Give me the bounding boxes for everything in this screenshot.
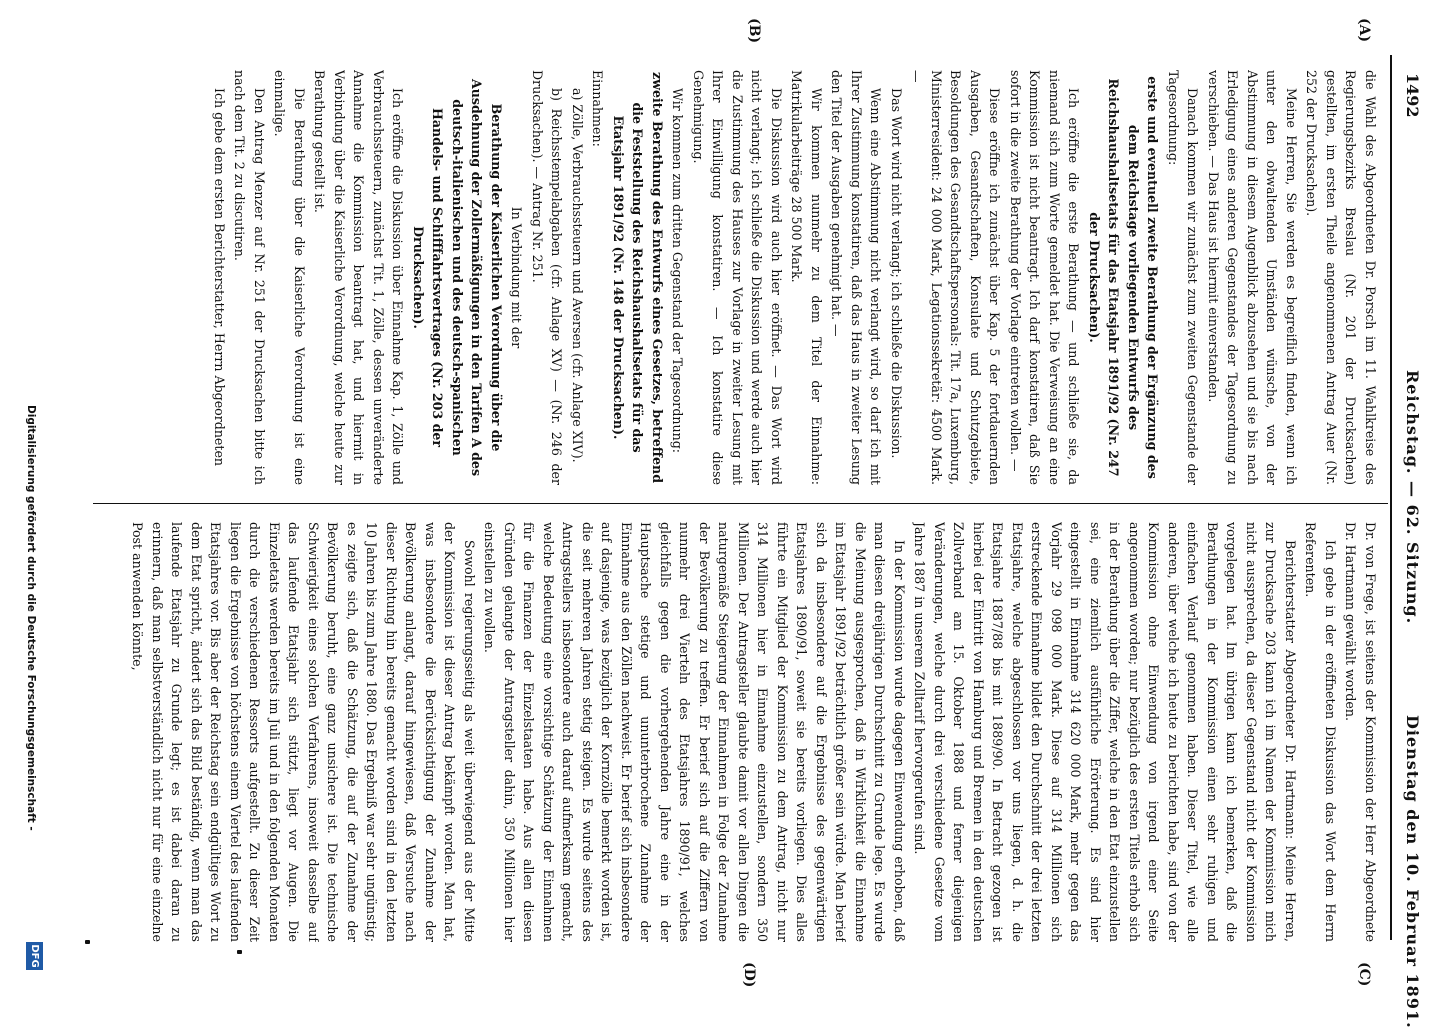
dfg-logo: DFG <box>26 942 43 970</box>
margin-marker-c: (C) <box>1356 962 1372 987</box>
paragraph: Wir kommen nunmehr zu dem Titel der Einnahme: Matrikularbeiträge 28 500 Mark. <box>789 70 824 485</box>
session-date: Dienstag den 10. Februar 1891. <box>1403 715 1422 1029</box>
margin-marker-d: (D) <box>741 962 757 988</box>
agenda-item-heading: erste und eventuell zweite Berathung der Ergänzung des dem Reichstage vorliegenden Entwurfs des Reichshaushaltsetats für das Etatsjahr 1891/92 (Nr. 247 der Drucksachen). <box>1087 76 1161 479</box>
paragraph: Ich eröffne die Diskussion über Einnahme Kap. 1, Zölle und Verbrauchssteuern, zunächst Tit. 1, Zölle, dessen unveränderte Annahme die Kommission beantragt hat, und hiermit in Verbindung über die Kaiserliche Verordnung, welche heute zur Berathung gestellt ist. <box>312 70 406 485</box>
margin-marker-a: (A) <box>1356 18 1372 43</box>
scan-speck <box>237 950 242 954</box>
digitization-note: Digitalisierung gefördert durch die Deutsche Forschungsgemeinschaft - <box>25 405 37 831</box>
list-item: a) Zölle, Verbrauchssteuern und Aversen (cfr. Anlage XIV). <box>570 88 585 463</box>
agenda-item-heading: zweite Berathung des Entwurfs eines Gesetzes, betreffend die Feststellung des Reichshaushaltsetats für das Etatsjahr 1891/92 (Nr. 148 der Drucksachen). <box>611 71 665 484</box>
paragraph: Berichterstatter Abgeordneter Dr. Hartmann: Meine Herren, zur Drucksache 203 kann ich im Namen der Kommission mich nicht aussprechen, da dieser Gegenstand nicht der Kommission vorgelegen hat. Im übrigen kann ich bemerken, daß die Berathungen in der Kommission einen sehr ruhigen und einfachen Verlauf genommen haben. Dieser Titel, wie alle anderen, über welche ich heute zu berichten habe, sind von der Kommission ohne Einwendung von irgend einer Seite angenommen worden; nur bezüglich des ersten Titels erhob sich in der Berathung über die Ziffer, welche in den Etat einzustellen sei, eine ziemlich ausführliche Erörterung. Es sind hier eingestellt in Einnahme 314 620 000 Mark, mehr gegen das Vorjahr 29 098 000 Mark. Diese auf 314 Millionen sich erstreckende Einnahme bildet den Durchschnitt der drei letzten Etatsjahre, welche abgeschlossen vor uns liegen, d. h. die Etatsjahre 1887/88 bis mit 1889/90. In Betracht gezogen ist hierbei der Eintritt von Hamburg und Bremen in den deutschen Zollverband am 15. Oktober 1888 und ferner diejenigen Veränderungen, welche durch drei verschiedene Gesetze vom Jahre 1887 in unserem Zolltarif hervorgerufen sind. <box>912 522 1298 942</box>
paragraph: Das Wort wird nicht verlangt; ich schließe die Diskussion. <box>889 88 904 459</box>
paragraph: Die Berathung über die Kaiserliche Verordnung ist eine einmalige. <box>272 70 307 485</box>
paragraph: Diese eröffne ich zunächst über Kap. 5 der fortdauernden Ausgaben, Gesandtschaften, Konsulate und Schutzgebiete, Besoldungen des Gesandtschaftspersonals: Tit. 17a, Luxemburg, Ministerresident: 24 000 Mark, Legationssekretär: 4500 Mark. — <box>909 70 1003 485</box>
paragraph: In Verbindung mit der <box>509 206 525 349</box>
paragraph: Meine Herren, Sie werden es begreiflich finden, wenn ich unter den obwaltenden Umständen wünsche, von der Abstimmung in diesem Augenblick abzusehen und sie bis nach Erledigung eines anderen Gegenstandes der Tagesordnung zu verschieben. — Das Haus ist hiermit einverstanden. <box>1206 70 1299 485</box>
paragraph: Wir kommen zum dritten Gegenstand der Tagesordnung: <box>670 88 686 454</box>
paragraph: Ich gebe in der eröffneten Diskussion das Wort dem Herrn Referenten. <box>1303 522 1338 942</box>
paragraph: Sowohl regierungsseitig als weit überwiegend aus der Mitte der Kommission ist dieser Antrag bekämpft worden. Man hat, was insbesondere die Berücksichtigung der Zunahme der Bevölkerung anlangt, darauf hingewiesen, daß Versuche nach dieser Richtung hin bereits gemacht worden sind in den letzten 10 Jahren bis zum Jahre 1880. Das Ergebniß war sehr ungünstig; es zeigte sich, daß die Schätzung, die auf der Zunahme der Bevölkerung beruht, eine ganz unsichere ist. Die technische Schwierigkeit eines solchen Verfahrens, insoweit dasselbe auf das laufende Etatsjahr sich stützt, liegt vor Augen. Die Einzeletats werden bereits im Juli und in den folgenden Monaten durch die verschiedenen Ressorts aufgestellt. Zu dieser Zeit liegen die Ergebnisse von höchstens einem Viertel des laufenden Etatsjahres vor. Bis aber der Reichstag sein endgültiges Wort zu dem Etat spricht, ändert sich das Bild beständig, wenn man das laufende Etatsjahr zu Grunde legt; es ist dabei daran zu erinnern, daß man selbstverständlich nicht nur für eine einzelne Post anwenden könnte, <box>130 522 477 942</box>
page-header <box>1392 55 1432 1029</box>
paragraph: Den Antrag Menzer auf Nr. 251 der Drucksachen bitte ich nach dem Tit. 2 zu discutiren. <box>232 70 267 485</box>
session-title: Reichstag. — 62. Sitzung. <box>1403 370 1422 625</box>
list-item: b) Reichsstempelabgaben (cfr. Anlage XV) — (Nr. 246 der Drucksachen). — Antrag Nr. 251. <box>530 70 565 485</box>
paragraph: Ich eröffne die erste Berathung — und schließe sie, da niemand sich zum Worte gemeldet hat. Die Verweisung an eine Kommission ist nicht beantragt. Ich darf konstatiren, daß Sie sofort in die zweite Berathung der Vorlage eintreten wollen. — <box>1008 70 1082 485</box>
column-divider <box>93 503 1388 504</box>
header-rule <box>1390 55 1392 940</box>
paragraph: In der Kommission wurde dagegen Einwendung erhoben, daß man diesen dreijährigen Durchschnitt zu Grunde lege. Es wurde die Meinung ausgesprochen, daß in Wirklichkeit die Einnahme im Etatsjahr 1891/92 beträchtlich größer sein würde. Man berief sich da insbesondere auf die Ergebnisse des gegenwärtigen Etatsjahres 1890/91, soweit sie bereits vorliegen. Dies alles führte ein Mitglied der Kommission zu dem Antrag, nicht nur 314 Millionen hier in Einnahme einzustellen, sondern 350 Millionen. Der Antragsteller glaubte damit vor allen Dingen die naturgemäße Steigerung der Einnahmen in Folge der Zunahme der Bevölkerung zu treffen. Er berief sich auf die Ziffern von nunmehr drei Vierteln des Etatsjahres 1890/91, welches gleichfalls gegen die vorhergehenden Jahre eine in der Hauptsache stetige und ununterbrochene Zunahme der Einnahme aus den Zöllen nachweist. Er berief sich insbesondere auf dasjenige, was bezüglich der Kornzölle bemerkt worden ist, die seit mehreren Jahren stetig steigen. Es wurde seitens des Antragstellers insbesondere auch darauf aufmerksam gemacht, welche Bedeutung eine vorsichtige Schätzung der Einnahmen für die Finanzen der Einzelstaaten habe. Aus allen diesen Gründen gelangte der Antragsteller dahin, 350 Millionen hier einstellen zu wollen. <box>482 522 907 942</box>
agenda-item-heading: Berathung der Kaiserlichen Verordnung über die Ausdehnung der Zollermäßigungen in den Tarifen A des deutsch-italienischen und des deutsch-spanischen Handels- und Schifffahrtsvertrages (Nr. 203 der Drucksachen). <box>411 78 504 477</box>
paragraph: Ich gebe dem ersten Berichterstatter, Herrn Abgeordneten <box>212 88 227 467</box>
margin-marker-b: (B) <box>746 18 762 44</box>
paragraph: Die Diskussion wird auch hier eröffnet. — Das Wort wird nicht verlangt; ich schließe die Diskussion und werde auch hier die Zustimmung des Hauses zur Vorlage in zweiter Lesung mit Ihrer Einwilligung konstatiren. — Ich konstatire diese Genehmigung. <box>691 70 784 485</box>
paragraph: Einnahmen: <box>590 70 606 147</box>
scan-speck <box>85 940 90 944</box>
paragraph: Wenn eine Abstimmung nicht verlangt wird, so darf ich mit Ihrer Zustimmung konstatiren, daß das Haus in zweiter Lesung den Titel der Ausgaben genehmigt hat. — <box>829 70 884 485</box>
left-text-column <box>100 70 1380 485</box>
page-number: 1492 <box>1403 73 1422 118</box>
paragraph: Danach kommen wir zunächst zum zweiten Gegenstande der Tagesordnung: <box>1166 70 1201 485</box>
right-text-column <box>100 522 1380 942</box>
paragraph: die Wahl des Abgeordneten Dr. Porsch im 11. Wahlkreise des Regierungsbezirks Breslau (Nr. 201 der Drucksachen) gestellten, im ersten Theile angenommenen Antrag Auer (Nr. 252 der Drucksachen). <box>1304 70 1378 485</box>
paragraph: Dr. von Frege, ist seitens der Kommission der Herr Abgeordnete Dr. Hartmann gewählt worden. <box>1343 522 1378 942</box>
